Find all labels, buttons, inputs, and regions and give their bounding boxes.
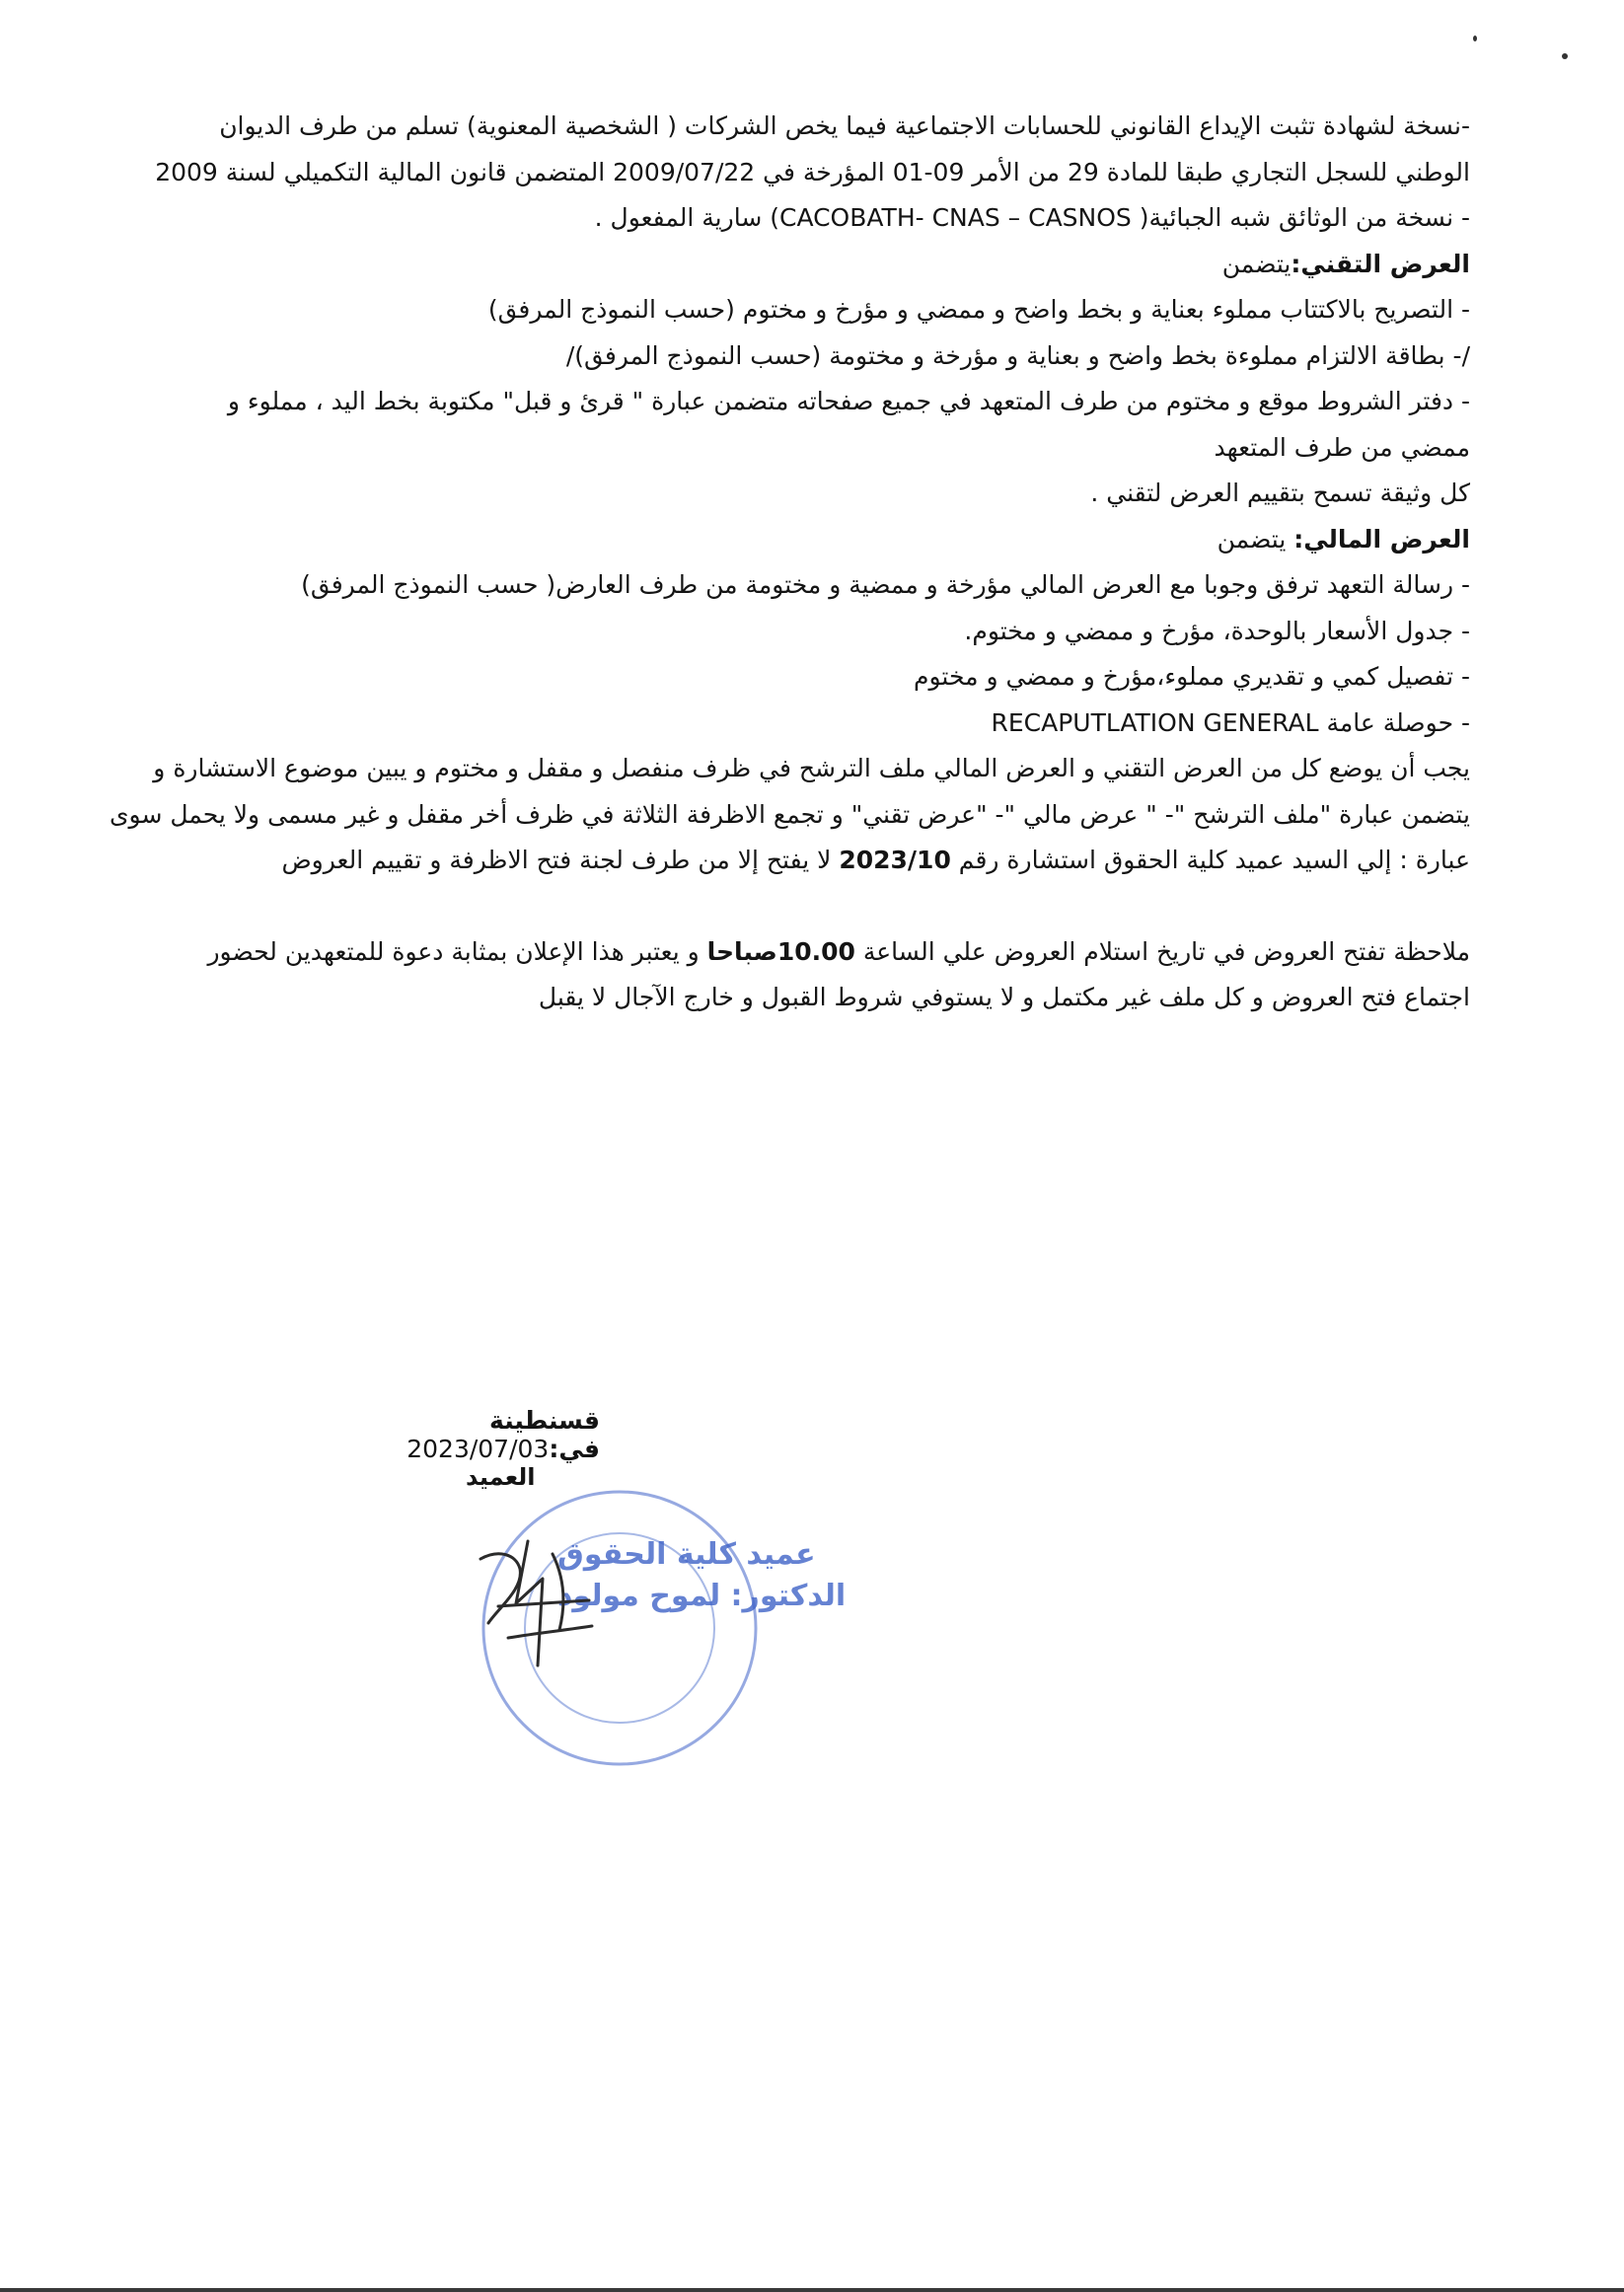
financial-offer-title: العرض المالي: [1293, 524, 1470, 554]
envelope-text: عبارة : إلي السيد عميد كلية الحقوق استشارة رقم [950, 846, 1470, 874]
opening-time: 10.00صباحا [706, 936, 855, 966]
technical-offer-item: كل وثيقة تسمح بتقييم العرض لتقني . [1090, 479, 1470, 507]
note-text: ملاحظة تفتح العروض في تاريخ استلام العروض علي الساعة [854, 936, 1470, 966]
envelope-line: يجب أن يوضع كل من العرض التقني و العرض المالي ملف الترشح في ظرف منفصل و مقفل و مختوم و يبين موضوع الاستشارة و [153, 754, 1470, 782]
technical-offer-title: العرض التقني: [1291, 249, 1470, 278]
scan-speck [1562, 53, 1568, 59]
scan-edge [0, 2288, 1624, 2292]
signature-place-date [304, 1406, 600, 1463]
technical-offer-suffix: يتضمن [1221, 249, 1292, 278]
body-line: -نسخة لشهادة تثبت الإيداع القانوني للحسابات الاجتماعية فيما يخص الشركات ( الشخصية المعنوية) تسلم من طرف الديوان [219, 111, 1470, 140]
signature-title: العميد [466, 1463, 536, 1491]
note-line: اجتماع فتح العروض و كل ملف غير مكتمل و لا يستوفي شروط القبول و خارج الآجال لا يقبل [538, 983, 1470, 1011]
stamp-name-line: عميد كلية الحقوق [557, 1537, 816, 1572]
technical-offer-item: /- بطاقة الالتزام مملوءة بخط واضح و بعناية و مؤرخة و مختومة (حسب النموذج المرفق)/ [565, 340, 1470, 370]
signature-date: 2023/07/03 [406, 1435, 550, 1463]
technical-offer-item: - دفتر الشروط موقع و مختوم من طرف المتعهد في جميع صفحاته متضمن عبارة " قرئ و قبل" مكتوبة بخط اليد ، مملوء و [227, 387, 1470, 415]
financial-offer-item: - رسالة التعهد ترفق وجوبا مع العرض المالي مؤرخة و ممضية و مختومة من طرف العارض( حسب النموذج المرفق) [301, 570, 1470, 599]
envelope-text: لا يفتح إلا من طرف لجنة فتح الاظرفة و تقييم العروض [281, 846, 840, 874]
official-stamp [202, 1460, 847, 1786]
note-line [99, 929, 1470, 976]
body-line: الوطني للسجل التجاري طبقا للمادة 29 من الأمر 09-01 المؤرخة في 2009/07/22 المتضمن قانون المالية التكميلي لسنة 2009 [155, 157, 1470, 186]
scan-speck [1473, 36, 1477, 41]
body-line: - نسخة من الوثائق شبه الجبائية( CACOBATH- CNAS – CASNOS) سارية المفعول . [594, 203, 1470, 232]
envelope-line [99, 838, 1470, 884]
note-text: و يعتبر هذا الإعلان بمثابة دعوة للمتعهدين لحضور [207, 936, 707, 966]
financial-offer-item: - جدول الأسعار بالوحدة، مؤرخ و ممضي و مختوم. [964, 616, 1470, 645]
financial-offer-heading [99, 517, 1470, 563]
technical-offer-heading [99, 242, 1470, 288]
document-body [99, 104, 1470, 1021]
consultation-number: 2023/10 [839, 846, 951, 874]
financial-offer-suffix: يتضمن [1217, 524, 1287, 554]
financial-offer-item: - حوصلة عامة RECAPUTLATION GENERAL [991, 707, 1470, 737]
financial-offer-item: - تفصيل كمي و تقديري مملوء،مؤرخ و ممضي و مختوم [914, 662, 1470, 691]
technical-offer-item: ممضي من طرف المتعهد [1214, 432, 1470, 462]
envelope-line: يتضمن عبارة "ملف الترشح "- " عرض مالي "- "عرض تقني" و تجمع الاظرفة الثلاثة في ظرف أخر مقفل و غير مسمى ولا يحمل سوى [109, 799, 1470, 829]
technical-offer-item: - التصريح بالاكتتاب مملوء بعناية و بخط واضح و ممضي و مؤرخ و مختوم (حسب النموذج المرفق) [487, 295, 1470, 324]
stamp-name-line: الدكتور: لموح مولود [557, 1579, 847, 1613]
signature-place: قسنطينة في: [489, 1406, 600, 1463]
